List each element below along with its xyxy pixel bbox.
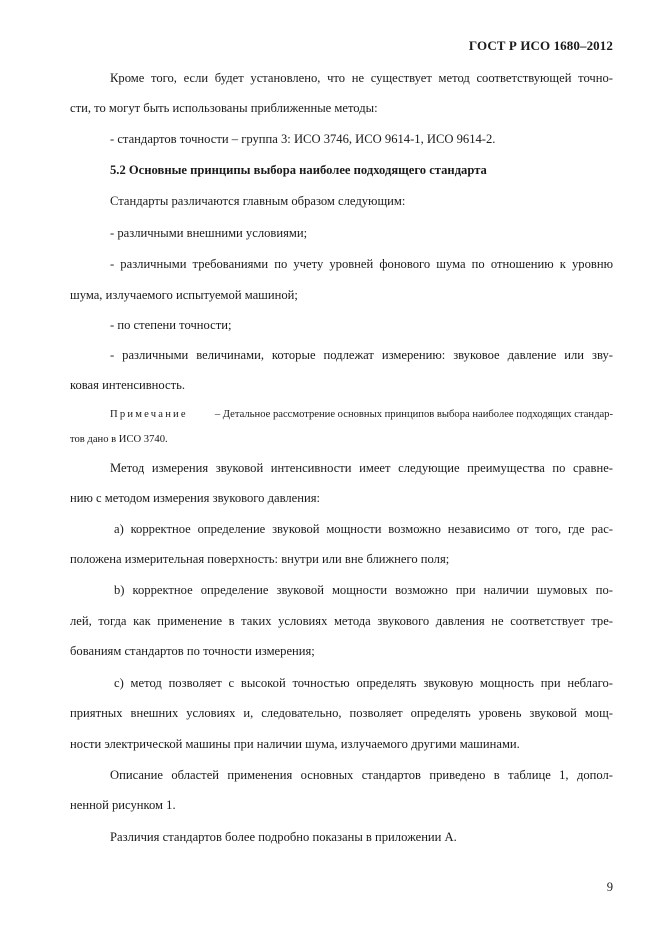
list-item: - различными требованиями по учету уровней фонового шума по отношению к уровню xyxy=(110,257,613,271)
paragraph-line: Метод измерения звуковой интенсивности имеет следующие преимущества по сравне- xyxy=(110,461,613,475)
list-item-continuation: шума, излучаемого испытуемой машиной; xyxy=(70,288,298,302)
paragraph-line: сти, то могут быть использованы приближенные методы: xyxy=(70,101,378,115)
list-item: - различными внешними условиями; xyxy=(110,226,308,240)
paragraph-line: лей, тогда как применение в таких условиях метода звукового давления не соответствует тре- xyxy=(70,614,613,628)
note-line xyxy=(110,407,613,423)
section-heading: 5.2 Основные принципы выбора наиболее подходящего стандарта xyxy=(110,163,487,177)
note-line: тов дано в ИСО 3740. xyxy=(70,434,168,445)
paragraph-line: - стандартов точности – группа 3: ИСО 3746, ИСО 9614-1, ИСО 9614-2. xyxy=(110,132,496,146)
paragraph-line: с) метод позволяет с высокой точностью определять звуковую мощность при неблаго- xyxy=(114,676,613,690)
paragraph-line: приятных внешних условиях и, следовательно, позволяет определять уровень звуковой мощ- xyxy=(70,706,613,720)
list-item: - различными величинами, которые подлежат измерению: звуковое давление или зву- xyxy=(110,348,613,362)
document-header: ГОСТ Р ИСО 1680–2012 xyxy=(468,38,613,53)
paragraph-line: Кроме того, если будет установлено, что не существует метод соответствующей точно- xyxy=(110,71,613,85)
paragraph-line: бованиям стандартов по точности измерения; xyxy=(70,644,315,658)
paragraph-line: Описание областей применения основных стандартов приведено в таблице 1, допол- xyxy=(110,768,613,782)
list-item-continuation: ковая интенсивность. xyxy=(70,378,186,392)
paragraph-line: b) корректное определение звуковой мощности возможно при наличии шумовых по- xyxy=(114,583,613,597)
paragraph-line: Различия стандартов более подробно показаны в приложении А. xyxy=(110,830,457,844)
paragraph-line: ненной рисунком 1. xyxy=(70,798,176,812)
note-label: Примечание xyxy=(110,409,188,420)
note-text: – Детальное рассмотрение основных принципов выбора наиболее подходящих стандар- xyxy=(214,409,613,420)
paragraph-line: ности электрической машины при наличии шума, излучаемого другими машинами. xyxy=(70,737,520,751)
paragraph-line: а) корректное определение звуковой мощности возможно независимо от того, где рас- xyxy=(114,522,613,536)
paragraph-line: положена измерительная поверхность: внутри или вне ближнего поля; xyxy=(70,552,450,566)
list-item: - по степени точности; xyxy=(110,318,232,332)
paragraph-line: нию с методом измерения звукового давления: xyxy=(70,491,321,505)
paragraph-line: Стандарты различаются главным образом следующим: xyxy=(110,194,406,208)
page-number: 9 xyxy=(606,880,613,894)
